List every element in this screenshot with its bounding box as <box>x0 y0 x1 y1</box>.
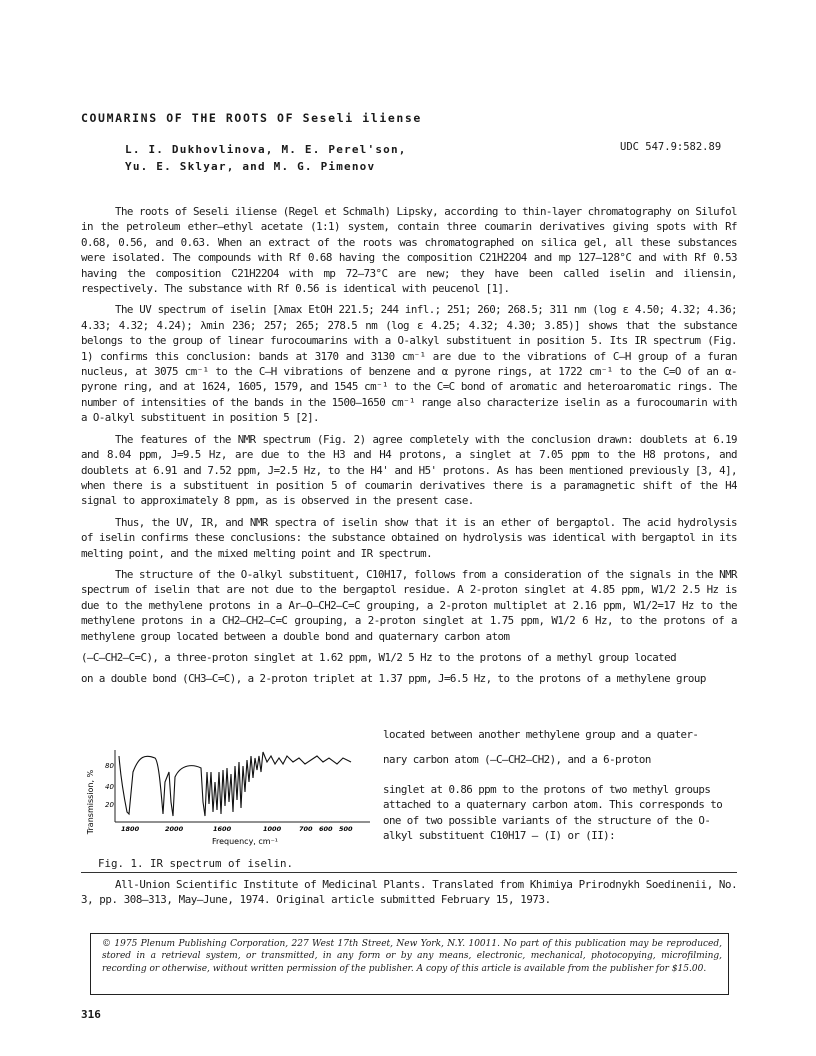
y-tick-80: 80 <box>105 762 114 770</box>
figure-y-label: Transmission, % <box>86 769 95 835</box>
paragraph-nmr: The features of the NMR spectrum (Fig. 2) agree completely with the conclusion drawn: doublets at 6.19 and 8.04 ppm, J=9.5 Hz, are due to the H3 and H4 protons, a singlet at 7.05 ppm to the H8 protons, and doublets at 6.91 and 7.52 ppm, J=2.5 Hz, to the H4' and H5' protons. As has been mentioned previously [3, 4], when there is a substituent in position 5 of coumarin derivatives there is a paramagnetic shift of the H4 signal to approximately 8 ppm, as is observed in the present case. <box>81 432 737 508</box>
text-beside-figure <box>383 727 737 843</box>
x-tick-1800: 1800 <box>121 825 140 833</box>
authors-line-1: L. I. Dukhovlinova, M. E. Perel'son, <box>125 143 407 156</box>
footnote-rule <box>81 872 737 873</box>
copyright-box <box>90 933 729 995</box>
figure-x-label: Frequency, cm⁻¹ <box>211 837 279 846</box>
figure-caption: Fig. 1. IR spectrum of iselin. <box>98 857 294 870</box>
article-body <box>81 204 737 693</box>
paragraph-uv-ir: The UV spectrum of iselin [λmax EtOH 221.5; 244 infl.; 251; 260; 268.5; 311 nm (log ε 4.50; 4.32; 4.36; 4.33; 4.32; 4.24); λmin 236; 257; 265; 278.5 nm (log ε 4.25; 4.32; 4.30; 3.85)] shows that the substance belongs to the group of linear furocoumarins with a O-alkyl substituent in position 5. Its IR spectrum (Fig. 1) confirms this conclusion: bands at 3170 and 3130 cm⁻¹ are due to the vibrations of C–H group of a furan nucleus, at 3075 cm⁻¹ to the C–H vibrations of benzene and α pyrone rings, at 1722 cm⁻¹ to the C=O of an α-pyrone ring, and at 1624, 1605, 1579, and 1545 cm⁻¹ to the C=C bond of aromatic and heteroaromatic rings. The number of intensities of the bands in the 1500–1650 cm⁻¹ range also characterize iselin as a furocoumarin with a O-alkyl substituent in position 5 [2]. <box>81 303 737 425</box>
paragraph-hydrolysis: Thus, the UV, IR, and NMR spectra of iselin show that it is an ether of bergaptol. The acid hydrolysis of iselin confirms these conclusions: the substance obtained on hydrolysis was identical with bergaptol in its melting point, and the mixed melting point and IR spectrum. <box>81 515 737 560</box>
x-tick-600: 600 <box>319 825 333 833</box>
text-line-singlet: singlet at 0.86 ppm to the protons of two methyl groups attached to a quaternary carbon atom. This corresponds to one of two possible variants of the structure of the O-alkyl substituent C10H17 – (I) or (II): <box>383 782 723 843</box>
ir-spectrum-figure <box>85 742 375 857</box>
x-tick-500: 500 <box>339 825 353 833</box>
paragraph-structure: The structure of the O-alkyl substituent, C10H17, follows from a consideration of the signals in the NMR spectrum of iselin that are not due to the bergaptol residue. A 2-proton singlet at 4.85 ppm, W1/2 2.5 Hz is due to the methylene protons in a Ar–O–CH2–C=C grouping, a 2-proton multiplet at 2.16 ppm, W1/2=17 Hz to the methylene protons in a CH2–CH2–C=C grouping, a 2-proton singlet at 1.75 ppm, W1/2 6 Hz, to the protons of a methylene group located between a double bond and quaternary carbon atom <box>81 567 737 643</box>
text-line-quaternary: located between another methylene group and a quater- <box>383 728 699 741</box>
x-tick-700: 700 <box>299 825 313 833</box>
authors-line-2: Yu. E. Sklyar, and M. G. Pimenov <box>125 160 376 173</box>
x-tick-1000: 1000 <box>263 825 282 833</box>
author-list <box>125 141 407 175</box>
udc-code: UDC 547.9:582.89 <box>620 141 722 153</box>
paragraph-structure-cont: (–C–CH2–C=C), a three-proton singlet at 1.62 ppm, W1/2 5 Hz to the protons of a methyl group located <box>81 650 677 664</box>
affiliation-text: All-Union Scientific Institute of Medicinal Plants. Translated from Khimiya Prirodnykh Soedinenii, No. 3, pp. 308–313, May–June, 1974. Original article submitted February 15, 1973. <box>81 878 738 906</box>
paragraph-intro: The roots of Seseli iliense (Regel et Schmalh) Lipsky, according to thin-layer chromatography on Silufol in the petroleum ether–ethyl acetate (1:1) system, contain three coumarin derivatives giving spots with Rf 0.68, 0.56, and 0.63. When an extract of the roots was chromatographed on silica gel, all these substances were isolated. The compounds with Rf 0.68 having the composition C21H22O4 and mp 127–128°C and with Rf 0.53 having the composition C21H22O4 with mp 72–73°C are new; they have been called iselin and iliensin, respectively. The substance with Rf 0.56 is identical with peucenol [1]. <box>81 205 737 296</box>
page-number: 316 <box>81 1008 101 1021</box>
copyright-text: © 1975 Plenum Publishing Corporation, 227 West 17th Street, New York, N.Y. 10011. No part of this publication may be reproduced, stored in a retrieval system, or transmitted, in any form or by any means, electronic, mechanical, photocopying, microfilming, recording or otherwise, without written permission of the publisher. A copy of this article is available from the publisher for $15.00. <box>102 939 722 974</box>
x-tick-1600: 1600 <box>213 825 232 833</box>
article-title: COUMARINS OF THE ROOTS OF Seseli iliense <box>81 111 422 125</box>
x-tick-2000: 2000 <box>165 825 184 833</box>
affiliation-footnote <box>81 877 741 907</box>
y-tick-40: 40 <box>105 783 114 791</box>
y-tick-20: 20 <box>105 801 114 809</box>
text-line-nary: nary carbon atom (–C–CH2–CH2), and a 6-proton <box>383 753 651 767</box>
paragraph-structure-cont2: on a double bond (CH3–C=C), a 2-proton triplet at 1.37 ppm, J=6.5 Hz, to the protons of a methylene group <box>81 672 706 686</box>
ir-spectrum-trace <box>119 752 351 816</box>
